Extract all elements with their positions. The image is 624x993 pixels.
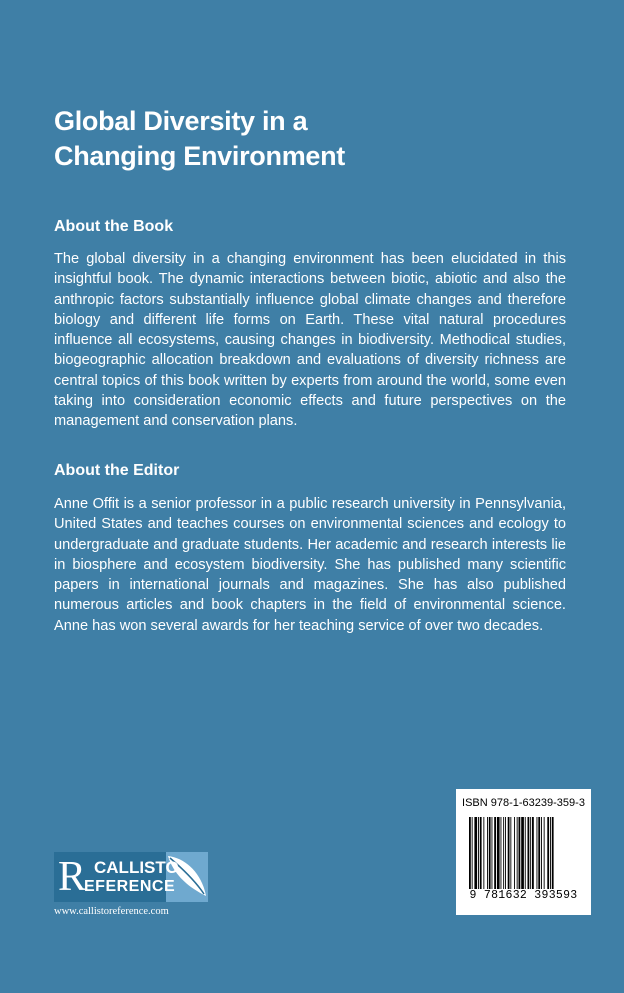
logo-letter-r: R — [58, 854, 87, 900]
isbn-label: ISBN 978-1-63239-359-3 — [462, 797, 585, 809]
about-book-text: The global diversity in a changing environment has been elucidated in this insightful book. The dynamic interactions between biotic, abiotic and also the anthropic factors substantially influence global climate changes and therefore biology and different life forms on Earth. These vital natural procedures influence all ecosystems, causing changes in biodiversity. Methodical studies, biogeographic allocation breakdown and evaluations of diversity richness are central topics of this book written by experts from around the world, some even taking into consideration economic effects and future perspectives on the management and conservation plans. — [54, 251, 566, 430]
about-editor-text: Anne Offit is a senior professor in a public research university in Pennsylvania, United States and teaches courses on environmental sciences and ecology to undergraduate and graduate students. Her academic and research interests lie in biosphere and ecosystem biodiversity. She has published many scientific papers in international journals and magazines. She has also published numerous articles and book chapters in the field of environmental science. Anne has won several awards for her teaching service of over two decades. — [54, 496, 566, 634]
logo-reference-text: EFERENCE — [84, 878, 176, 895]
logo-callisto-text: CALLISTO — [94, 858, 179, 877]
barcode-digits: 9 781632 393593 — [469, 889, 578, 902]
publisher-logo — [54, 852, 208, 902]
about-editor-heading: About the Editor — [54, 462, 180, 479]
title-line-2: Changing Environment — [54, 141, 346, 171]
publisher-url[interactable]: www.callistoreference.com — [54, 906, 169, 917]
isbn-barcode-box — [456, 789, 591, 915]
book-title — [54, 104, 474, 174]
title-line-1: Global Diversity in a — [54, 106, 308, 136]
about-book-heading: About the Book — [54, 218, 174, 235]
barcode-icon — [468, 817, 579, 889]
